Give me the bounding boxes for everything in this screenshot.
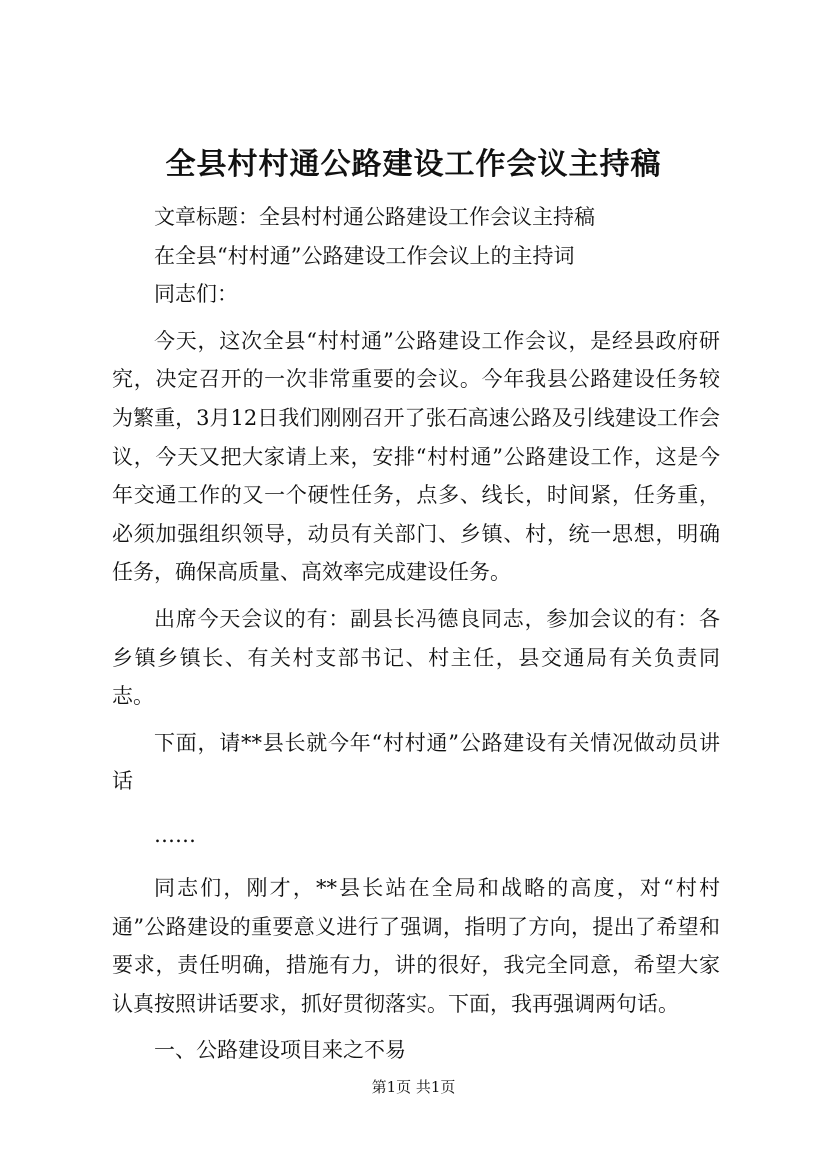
paragraph-summary: 同志们，刚才，**县长站在全局和战略的高度，对“村村通”公路建设的重要意义进行了强调，指明了方向，提出了希望和要求，责任明确，措施有力，讲的很好，我完全同意，希望大家认真按照讲话要求，抓好贯彻落实。下面，我再强调两句话。	[112, 875, 720, 1016]
page-footer: 第1页 共1页	[371, 1078, 456, 1096]
article-title-line: 文章标题：全县村村通公路建设工作会议主持稿	[154, 205, 595, 229]
paragraph-opening: 今天，这次全县“村村通”公路建设工作会议，是经县政府研究，决定召开的一次非常重要的会议。今年我县公路建设任务较为繁重，3月12日我们刚刚召开了张石高速公路及引线建设工作会议，今天又把大家请上来，安排“村村通”公路建设工作，这是今年交通工作的又一个硬性任务，点多、线长，时间紧，任务重，必须加强组织领导，动员有关部门、乡镇、村，统一思想，明确任务，确保高质量、高效率完成建设任务。	[112, 328, 720, 585]
salutation: 同志们：	[154, 282, 238, 307]
document-title: 全县村村通公路建设工作会议主持稿	[165, 147, 662, 182]
document-body	[112, 198, 720, 1070]
section-heading-1: 一、公路建设项目来之不易	[154, 1038, 406, 1063]
ellipsis-line: ……	[154, 822, 196, 847]
paragraph-attendees: 出席今天会议的有：副县长冯德良同志，参加会议的有：各乡镇乡镇长、有关村支部书记、村主任，县交通局有关负责同志。	[112, 606, 720, 709]
subtitle-line: 在全县“村村通”公路建设工作会议上的主持词	[154, 243, 575, 268]
paragraph-speech-intro: 下面，请**县长就今年“村村通”公路建设有关情况做动员讲话	[112, 730, 720, 794]
